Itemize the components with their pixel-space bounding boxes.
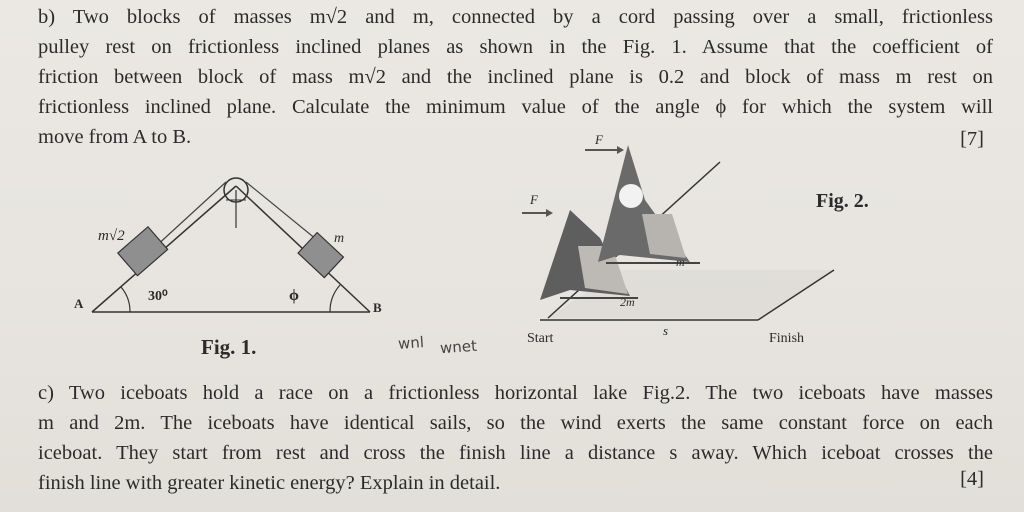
handwritten-note: wnl xyxy=(397,333,425,353)
force-arrowhead-left xyxy=(546,209,553,217)
force-arrowhead-top xyxy=(617,146,624,154)
fig2-caption: Fig. 2. xyxy=(816,190,869,212)
question-b-line: frictionless inclined plane. Calculate the minimum value of the angle ϕ for which the system will xyxy=(38,96,993,118)
fig1-label-right-mass: m xyxy=(334,231,345,246)
angle-arc-left xyxy=(121,287,130,312)
fig2-label-f-top: F xyxy=(595,132,603,147)
question-c-text xyxy=(38,378,993,498)
fig2-diagram xyxy=(522,132,835,346)
fig1-angle-left: 30⁰ xyxy=(148,289,168,304)
question-b-line: b) Two blocks of masses m√2 and m, connected by a cord passing over a small, frictionless xyxy=(38,6,993,28)
handwritten-note: wnet xyxy=(439,336,478,358)
question-b-line: friction between block of mass m√2 and the inclined plane is 0.2 and block of mass m rest on xyxy=(38,66,993,88)
fig1-point-b: B xyxy=(373,300,382,315)
fig2-label-start: Start xyxy=(527,331,554,346)
fig1-point-a: A xyxy=(74,296,84,311)
cord-left xyxy=(154,182,226,248)
question-b-line: move from A to B. xyxy=(38,126,192,148)
cord-right xyxy=(246,182,322,244)
fig2-label-s: s xyxy=(663,323,669,338)
fig2-label-m: m xyxy=(676,255,685,269)
question-b-line: pulley rest on frictionless inclined planes as shown in the Fig. 1. Assume that the coefficient of xyxy=(38,36,993,58)
question-c-line: iceboat. They start from rest and cross the finish line a distance s away. Which iceboat crosses the xyxy=(38,442,993,464)
fig1-angle-right: ϕ xyxy=(289,287,299,304)
fig1-label-left-mass: m√2 xyxy=(98,228,125,244)
iceboat-m-emblem xyxy=(619,184,643,208)
fig2-label-finish: Finish xyxy=(769,331,805,346)
question-b-marks: [7] xyxy=(960,128,984,150)
fig1-caption: Fig. 1. xyxy=(201,335,257,359)
question-c-line: m and 2m. The iceboats have identical sails, so the wind exerts the same constant force on each xyxy=(38,412,993,434)
fig2-label-f-left: F xyxy=(530,192,538,207)
fig2-label-2m: 2m xyxy=(620,295,635,309)
block-left xyxy=(118,227,168,276)
question-c-line: finish line with greater kinetic energy? Explain in detail. xyxy=(38,472,501,494)
angle-arc-right xyxy=(330,285,340,312)
question-c-marks: [4] xyxy=(960,468,984,490)
question-c-line: c) Two iceboats hold a race on a frictionless horizontal lake Fig.2. The two iceboats have masses xyxy=(38,382,993,404)
fig1-diagram xyxy=(74,178,382,315)
